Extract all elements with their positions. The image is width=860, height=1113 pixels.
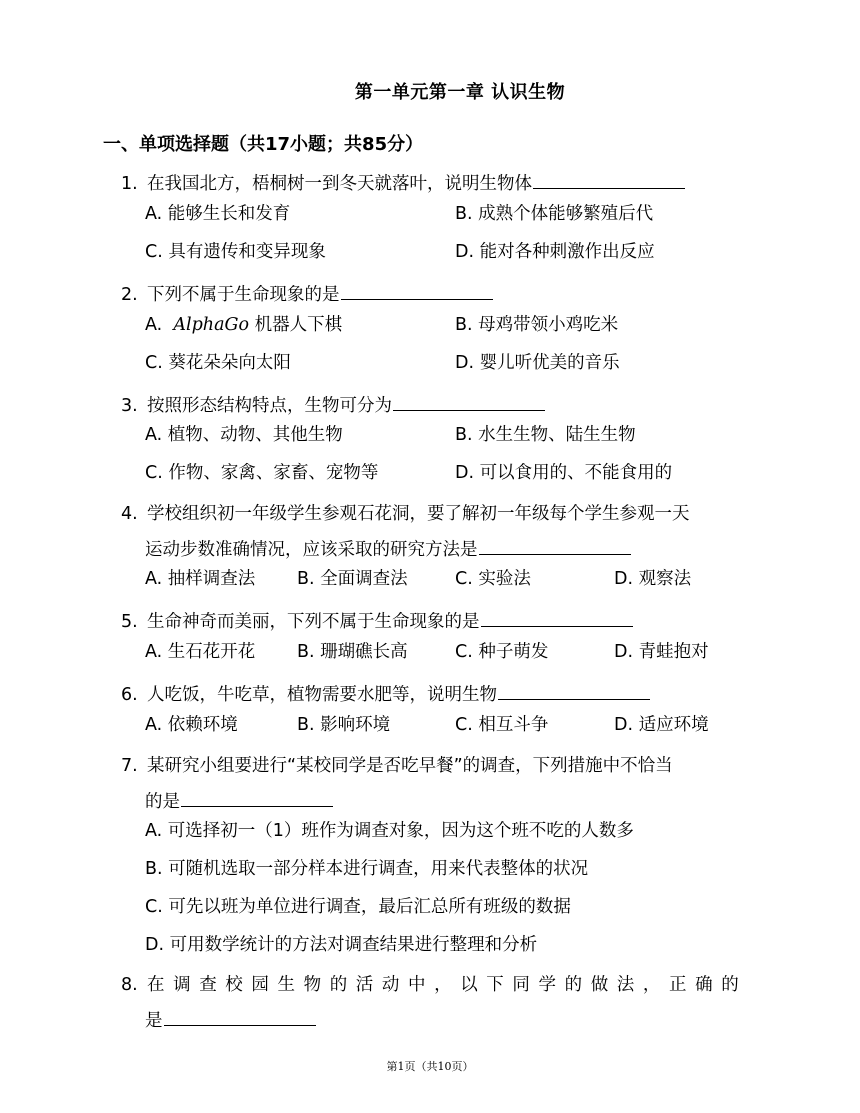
answer-blank [181, 788, 333, 807]
option-c: C. 种子萌发 [455, 642, 549, 662]
option-a: A. 能够生长和发育 [145, 204, 291, 224]
question-2 [121, 281, 493, 307]
option-c: C. 具有遗传和变异现象 [145, 242, 326, 262]
question-text: 在调查校园生物的活动中，以下同学的做法，正确的 [147, 975, 748, 995]
option-b: B. 成熟个体能够繁殖后代 [455, 204, 654, 224]
question-number: 8. [121, 975, 138, 995]
option-b: B. 可随机选取一部分样本进行调查，用来代表整体的状况 [145, 859, 589, 879]
question-text: 按照形态结构特点，生物可分为 [147, 396, 392, 416]
answer-blank [479, 536, 631, 555]
question-text: 学校组织初一年级学生参观石花洞，要了解初一年级每个学生参观一天 [147, 504, 690, 524]
question-6 [121, 681, 650, 707]
question-number: 6. [121, 685, 138, 705]
question-number: 4. [121, 504, 138, 524]
option-b: B. 影响环境 [297, 715, 391, 735]
option-c: C. 实验法 [455, 569, 531, 589]
option-a: A. 可选择初一（1）班作为调查对象，因为这个班不吃的人数多 [145, 821, 634, 841]
section-heading: 一、单项选择题（共17小题；共85分） [103, 134, 424, 155]
option-b: B. 珊瑚礁长高 [297, 642, 408, 662]
option-prefix: A. [145, 315, 174, 335]
option-d: D. 观察法 [614, 569, 692, 589]
question-1 [121, 170, 685, 196]
question-text: 在我国北方，梧桐树一到冬天就落叶，说明生物体 [147, 174, 532, 194]
option-a: A. 依赖环境 [145, 715, 238, 735]
answer-blank [341, 281, 493, 300]
question-text: 运动步数准确情况，应该采取的研究方法是 [145, 540, 478, 560]
question-text: 的是 [145, 792, 180, 812]
option-b: B. 水生生物、陆生生物 [455, 425, 636, 445]
option-c: C. 葵花朵朵向太阳 [145, 353, 291, 373]
question-8 [121, 973, 747, 997]
question-text: 生命神奇而美丽，下列不属于生命现象的是 [147, 612, 480, 632]
answer-blank [164, 1007, 316, 1026]
option-italic-text: AlphaGo [173, 315, 250, 335]
option-b: B. 全面调查法 [297, 569, 408, 589]
question-text: 某研究小组要进行“某校同学是否吃早餐”的调查，下列措施中不恰当 [147, 756, 673, 776]
question-4-continued [145, 536, 631, 562]
option-d: D. 可以食用的、不能食用的 [455, 463, 673, 483]
question-8-continued [145, 1007, 316, 1033]
question-number: 7. [121, 756, 138, 776]
question-number: 1. [121, 174, 138, 194]
question-7-continued [145, 788, 333, 814]
option-d: D. 青蛙抱对 [614, 642, 709, 662]
question-text: 人吃饭，牛吃草，植物需要水肥等，说明生物 [147, 685, 497, 705]
answer-blank [393, 392, 545, 411]
option-c: C. 相互斗争 [455, 715, 549, 735]
question-5 [121, 608, 633, 634]
option-c: C. 作物、家禽、家畜、宠物等 [145, 463, 379, 483]
option-a: A. 生石花开花 [145, 642, 256, 662]
question-7 [121, 754, 673, 778]
option-d: D. 可用数学统计的方法对调查结果进行整理和分析 [145, 935, 538, 955]
question-number: 2. [121, 285, 138, 305]
answer-blank [481, 608, 633, 627]
question-text: 是 [145, 1011, 163, 1031]
option-a [145, 313, 342, 337]
option-a: A. 植物、动物、其他生物 [145, 425, 343, 445]
question-4 [121, 502, 690, 526]
page-title: 第一单元第一章 认识生物 [354, 82, 566, 103]
page-footer: 第1页（共10页） [386, 1060, 474, 1073]
answer-blank [498, 681, 650, 700]
question-number: 3. [121, 396, 138, 416]
option-d: D. 能对各种刺激作出反应 [455, 242, 655, 262]
question-number: 5. [121, 612, 138, 632]
answer-blank [533, 170, 685, 189]
question-text: 下列不属于生命现象的是 [147, 285, 340, 305]
question-3 [121, 392, 545, 418]
option-d: D. 婴儿听优美的音乐 [455, 353, 620, 373]
option-c: C. 可先以班为单位进行调查，最后汇总所有班级的数据 [145, 897, 571, 917]
option-a: A. 抽样调查法 [145, 569, 256, 589]
option-d: D. 适应环境 [614, 715, 709, 735]
option-suffix: 机器人下棋 [249, 315, 343, 335]
option-b: B. 母鸡带领小鸡吃米 [455, 315, 619, 335]
